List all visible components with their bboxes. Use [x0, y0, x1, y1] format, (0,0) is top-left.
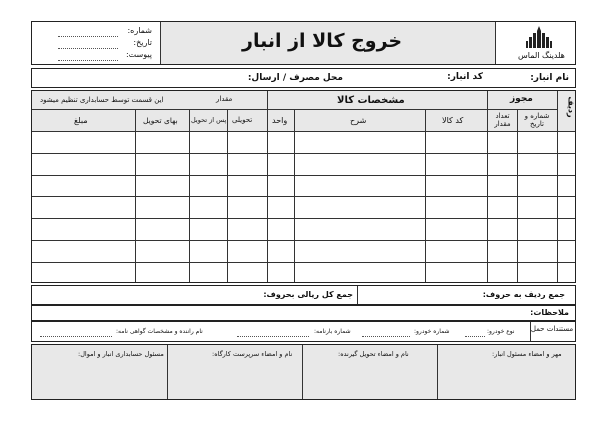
delivery-price-header: بهای تحویل — [143, 116, 178, 125]
warehouse-code-label: کد انبار: — [447, 72, 483, 82]
warehouse-manager-signature: مهر و امضاء مسئول انبار: — [492, 350, 562, 358]
driver-info-label: نام راننده و مشخصات گواهی نامه: — [116, 328, 203, 335]
number-line — [58, 36, 118, 37]
after-delivery-header: پس از تحویل — [191, 116, 227, 124]
rial-total-in-words: جمع کل ریالی بحروف: — [263, 290, 353, 299]
meta-fields — [32, 22, 160, 64]
table-row — [32, 196, 575, 197]
goods-spec-header: مشخصات کالا — [337, 95, 405, 106]
form-title: خروج کالا از انبار — [242, 30, 403, 52]
date-label: تاریخ: — [133, 38, 152, 47]
table-row — [32, 153, 575, 154]
vehicle-type-label: نوع خودرو: — [487, 328, 515, 335]
permit-quantity-header: تعداد مقدار — [494, 112, 511, 129]
form-header — [31, 21, 576, 65]
attachment-line — [58, 60, 118, 61]
notes-row — [31, 305, 576, 321]
amount-header: مبلغ — [74, 116, 88, 125]
row-number-header: ردیف — [566, 96, 576, 118]
signatures-row — [31, 344, 576, 400]
attachment-label: پیوست: — [125, 50, 152, 59]
totals-row — [31, 285, 576, 305]
permit-header: مجوز — [510, 94, 533, 104]
permit-number-date-header: شماره و تاریخ — [524, 112, 550, 129]
receiver-signature: نام و امضاء تحویل گیرنده: — [338, 350, 409, 358]
header-divider-right — [495, 22, 496, 64]
vehicle-number-label: شماره خودرو: — [414, 328, 450, 335]
delivered-header: تحویلی — [232, 116, 253, 124]
date-line — [58, 48, 118, 49]
description-header: شرح — [350, 116, 367, 125]
destination-label: محل مصرف / ارسال: — [247, 73, 343, 83]
row-total-in-words: جمع ردیف به حروف: — [482, 290, 565, 299]
number-label: شماره: — [127, 26, 152, 35]
company-logo-icon — [525, 25, 553, 49]
company-name: هلدینگ الماس — [518, 51, 565, 60]
unit-header: واحد — [272, 116, 288, 125]
table-row — [32, 218, 575, 219]
table-row — [32, 175, 575, 176]
warehouse-name-label: نام انبار: — [530, 73, 569, 83]
accounting-note: این قسمت توسط حسابداری تنظیم میشود — [40, 96, 164, 104]
accounting-officer-signature: مسئول حسابداری انبار و اموال: — [78, 350, 164, 358]
table-row — [32, 240, 575, 241]
goods-table — [31, 90, 576, 283]
quantity-header: مقدار — [216, 95, 233, 103]
notes-label: ملاحظات: — [530, 308, 569, 317]
site-supervisor-signature: نام و امضاء سرپرست کارگاه: — [212, 350, 293, 358]
waybill-number-label: شماره بارنامه: — [314, 328, 351, 335]
shipping-docs-label: مستندات حمل — [530, 325, 574, 333]
goods-code-header: کد کالا — [442, 116, 464, 125]
warehouse-info-row — [31, 68, 576, 88]
table-row — [32, 262, 575, 263]
transport-row — [31, 321, 576, 342]
